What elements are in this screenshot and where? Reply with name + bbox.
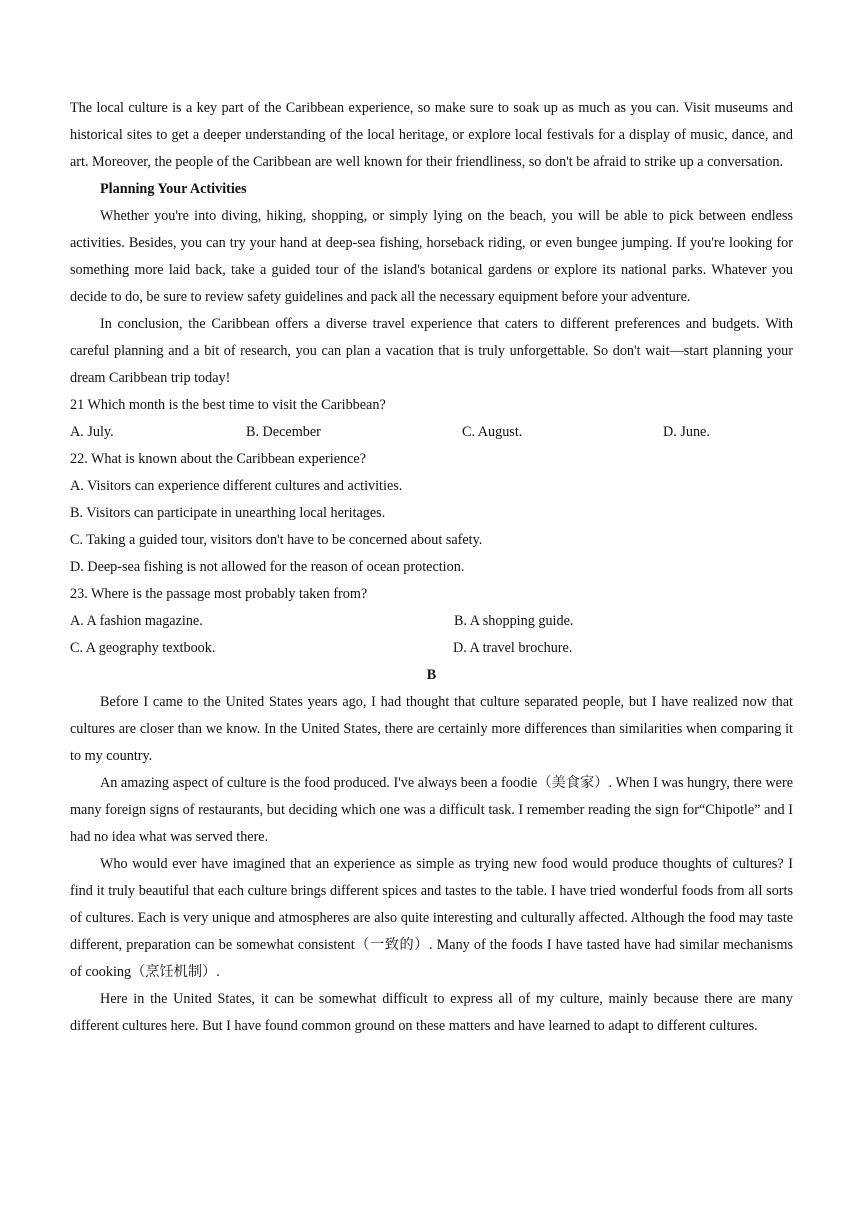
question-options-row [70,608,793,635]
section-label-b: B [426,667,437,683]
paragraph-activities: Whether you're into diving, hiking, shopping, or simply lying on the beach, you will be able to pick between endless activities. Besides, you can try your hand at deep-sea fishing, horseback riding, or even bungee jumping. If you're looking for something more laid back, take a guided tour of the island's botanical gardens or explore its national parks. Whatever you decide to do, be sure to review safety guidelines and pack all the necessary equipment before your adventure. [70,208,793,305]
paragraph-conclusion: In conclusion, the Caribbean offers a diverse travel experience that caters to different preferences and budgets. With careful planning and a bit of research, you can plan a vacation that is truly unforgettable. So don't wait—start planning your dream Caribbean trip today! [70,316,793,386]
option-a[interactable]: A. A fashion magazine. [70,613,203,629]
paragraph-b-3: Who would ever have imagined that an experience as simple as trying new food would produce thoughts of cultures? I find it truly beautiful that each culture brings different spices and tastes to the table. I have tried wonderful foods from all sorts of cultures. Each is very unique and atmospheres are also quite interesting and culturally affected. Although the food may taste different, preparation can be somewhat consistent（一致的）. Many of the foods I have tasted have had similar mechanisms of cooking（烹饪机制）. [70,856,793,980]
option-d[interactable]: D. A travel brochure. [453,640,573,656]
option-d[interactable]: D. Deep-sea fishing is not allowed for the reason of ocean protection. [70,559,465,575]
question-options-row [70,635,793,662]
option-b[interactable]: B. Visitors can participate in unearthing local heritages. [70,505,386,521]
question-options-row [70,419,793,446]
option-c[interactable]: C. August. [462,424,523,440]
option-b[interactable]: B. December [246,424,321,440]
option-c[interactable]: C. A geography textbook. [70,640,216,656]
option-a[interactable]: A. Visitors can experience different cultures and activities. [70,478,403,494]
question-stem: 23. Where is the passage most probably taken from? [70,586,368,602]
document-page [70,95,793,1040]
question-23 [70,581,793,662]
paragraph-b-2: An amazing aspect of culture is the food produced. I've always been a foodie（美食家）. When I was hungry, there were many foreign signs of restaurants, but deciding which one was a difficult task. I remember reading the sign for“Chipotle” and I had no idea what was served there. [70,775,793,845]
paragraph-b-4: Here in the United States, it can be somewhat difficult to express all of my culture, mainly because there are many different cultures here. But I have found common ground on these matters and have learned to adapt to different cultures. [70,991,793,1034]
option-a[interactable]: A. July. [70,424,114,440]
section-heading-planning: Planning Your Activities [100,181,247,197]
question-stem: 21 Which month is the best time to visit the Caribbean? [70,397,386,413]
paragraph-local-culture: The local culture is a key part of the Caribbean experience, so make sure to soak up as much as you can. Visit museums and historical sites to get a deeper understanding of the local heritage, or explore local festivals for a display of music, dance, and art. Moreover, the people of the Caribbean are well known for their friendliness, so don't be afraid to strike up a conversation. [70,100,793,170]
question-22 [70,446,793,581]
option-c[interactable]: C. Taking a guided tour, visitors don't have to be concerned about safety. [70,532,483,548]
option-d[interactable]: D. June. [663,424,710,440]
question-stem: 22. What is known about the Caribbean experience? [70,451,366,467]
question-21 [70,392,793,446]
paragraph-b-1: Before I came to the United States years ago, I had thought that culture separated people, but I have realized now that cultures are closer than we know. In the United States, there are certainly more differences than similarities when comparing it to my country. [70,694,793,764]
option-b[interactable]: B. A shopping guide. [454,613,574,629]
